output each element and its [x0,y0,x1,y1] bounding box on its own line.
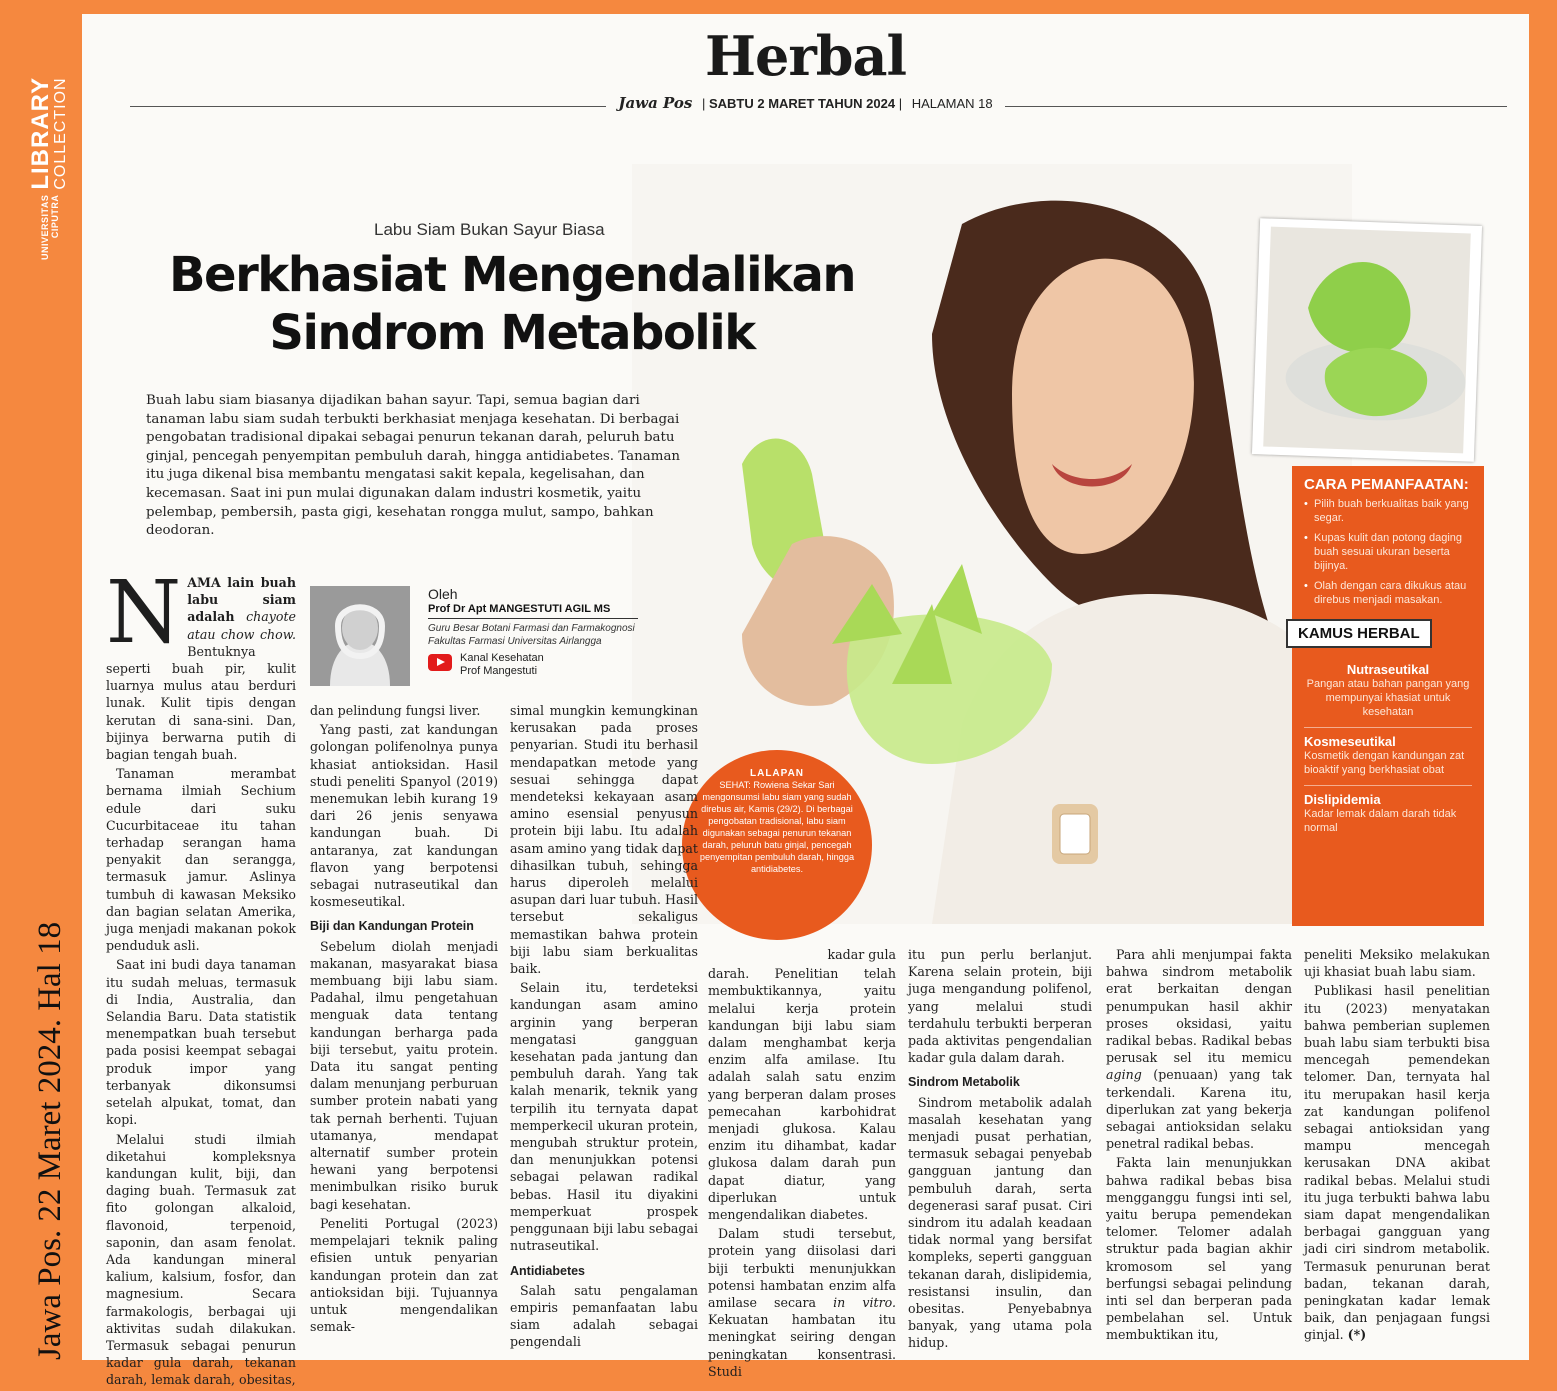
youtube-channel [460,652,544,678]
paragraph: simal mungkin kemungkinan kerusakan pada proses penyarian. Studi itu berhasil mendapatkan metode yang sesuai sehingga dapat mendeteksi kekayaan asam amino esensial penyusun protein biji labu. Itu adalah asam amino yang tidak dapat dihasilkan tubuh, sehingga harus diperoleh melalui asupan dari luar tubuh. Hasil tersebut sekaligus memastikan bahwa protein biji labu siam berkualitas baik. [510,703,698,977]
chayote-photo [1252,218,1482,462]
channel-name: Prof Mangestuti [460,665,538,677]
subheading: Sindrom Metabolik [908,1075,1020,1090]
paragraph: Tanaman merambat bernama ilmiah Sechium edule dari suku Cucurbitaceae itu tahan terhadap serangan hama penyakit dan serangga, termasuk jamur. Aslinya tumbuh di kawasan Meksiko dan bagian selatan Amerika, juga menjadi makanan pokok penduduk asli. [106,766,296,954]
univ-line-2: CIPUTRA [50,194,60,239]
newspaper-page [82,14,1529,1388]
para-text: Bentuknya seperti buah pir, kulit luarnya mulus atau berduri lunak. Kulit tipis dengan kerutan di sana-sini. Dan, bijinya berwarna putih di bagian tengah buah. [106,643,296,763]
author-block [310,586,640,696]
usage-list [1304,497,1472,607]
body-column-4 [708,946,896,1382]
body-column-7 [1304,946,1490,1346]
para-italic: chayote atau chow chow. [187,609,296,642]
paragraph: Melalui studi ilmiah diketahui kompleksnya kandungan kulit, biji, dan daging buah. Termasuk zat fito golongan alkaloid, flavonoid, terpenoid, saponin, dan asam fenolat. Ada kandungan mineral kalium, kalsium, fosfor, dan magnesium. Secara farmakologis, berbagai uji aktivitas sudah dilakukan. Termasuk sebagai penurun kadar gula darah, tekanan darah, lemak darah, obesitas, [106,1131,296,1388]
glossary-definition: Pangan atau bahan pangan yang mempunyai khasiat untuk kesehatan [1304,677,1472,728]
library-label: LIBRARY [27,76,54,190]
univ-line-1: UNIVERSITAS [40,194,50,260]
paragraph: dan pelindung fungsi liver. [310,703,481,718]
para-text: (penuaan) yang tak terkendali. Karena itu, diperlukan zat yang bekerja sebagai antioksidan selaku penetral radikal bebas. [1106,1067,1292,1152]
caption-text: SEHAT: Rowiena Sekar Sari mengonsumsi labu siam yang sudah direbus air, Kamis (29/2). Di berbagai pengobatan tradisional, labu siam digunakan sebagai penurun tekanan darah, peluruh batu ginjal, pencegah penyempitan pembuluh darah, hingga antidiabetes. [699,780,855,874]
para-lead-text: AMA lain buah labu siam adalah [187,575,296,625]
paragraph [1106,946,1292,1152]
para-italic: aging [1106,1067,1142,1083]
body-column-3 [510,702,698,1353]
paragraph: Peneliti Portugal (2023) mempelajari teknik paling efisien untuk penyarian kandungan protein dan zat antioksidan biji. Tujuannya untuk mengendalikan semak- [310,1215,498,1335]
usage-item: • Kupas kulit dan potong daging buah sesuai ukuran beserta bijinya. [1304,531,1472,573]
paragraph: peneliti Meksiko melakukan uji khasiat buah labu siam. [1304,947,1490,980]
paragraph: Fakta lain menunjukkan bahwa radikal bebas bisa mengganggu fungsi inti sel, yaitu berupa pemendekan telomer. Telomer adalah struktur pada bagian akhir kromosom sel yang berfungsi sebagai pelindung inti sel dan berperan pada pembelahan sel. Untuk membuktikan itu, [1106,1155,1292,1343]
para-text: Dalam studi tersebut, protein yang diisolasi dari biji terbukti menunjukkan potensi hambatan enzim alfa amilase secara [708,1226,896,1311]
paragraph: Salah satu pengalaman empiris pemanfaatan labu siam adalah sebagai pengendali [510,1282,698,1350]
caption-title: LALAPAN [749,768,805,779]
glossary-term: Nutraseutikal [1346,662,1430,677]
page-number: HALAMAN 18 [906,96,999,111]
subheading: Biji dan Kandungan Protein [310,919,474,934]
paragraph: kadar gula [827,947,896,962]
paragraph: Selain itu, terdeteksi kandungan asam amino arginin yang berperan mengatasi gangguan kesehatan pada jantung dan pembuluh darah. Yang tak kalah menarik, teknik yang terpilih itu ternyata dapat memperkecil ukuran protein, mengubah struktur protein, dan menunjukkan potensi sebagai pelawan radikal bebas. Hasil itu diyakini memperkuat prospek penggunaan biji labu sebagai nutraseutikal. [510,980,698,1254]
subheading: Antidiabetes [510,1263,586,1278]
paragraph [708,1225,896,1380]
collection-label: COLLECTION [52,77,69,190]
para-text: Para ahli menjumpai fakta bahwa sindrom metabolik erat berkaitan dengan penumpukan hasil akhir proses oksidasi, yaitu radikal bebas. Radikal bebas perusak sel itu memicu [1106,947,1292,1066]
paragraph: Saat ini budi daya tanaman itu sudah meluas, termasuk di India, Australia, dan Selandia Baru. Data statistik menempatkan buah tersebut pada posisi keempat sebagai produk impor yang terbanyak dikonsumsi setelah alpukat, tomat, dan kopi. [106,957,296,1128]
body-column-6 [1106,946,1292,1346]
paragraph: Yang pasti, zat kandungan golongan polifenolnya punya khasiat antioksidan. Hasil studi peneliti Spanyol (2019) menemukan lebih kurang 19 dari 26 jenis senyawa kandungan buah. Di antaranya, zat kandungan flavon yang berpotensi sebagai nutraseutikal dan kosmeseutikal. [310,722,498,910]
author-avatar [310,586,410,686]
end-mark: (*) [1347,1327,1367,1343]
drop-cap: N [106,563,182,663]
article-headline [122,246,902,362]
para-text: Kekuatan hambatan itu meningkat seiring dengan peningkatan konsentrasi. Studi [708,1312,896,1379]
usage-title: CARA PEMANFAATAN: [1304,476,1469,493]
info-box [1292,466,1484,926]
youtube-icon [428,654,452,671]
masthead-line: Jawa Pos | SABTU 2 MARET TAHUN 2024 | HALAMAN 18 [82,94,1529,113]
usage-item: • Pilih buah berkualitas baik yang segar. [1304,497,1472,525]
source-citation: Jawa Pos. 22 Maret 2024. Hal 18 [32,921,68,1360]
body-column-5 [908,946,1092,1354]
rubric-title: Herbal [704,24,907,88]
body-column-2 [310,702,498,1337]
photo-caption [682,750,872,940]
paragraph: darah. Penelitian telah membuktikannya, yaitu melalui kerja protein kandungan biji labu siam dalam menghambat kerja enzim alfa amilase. Itu adalah salah satu enzim yang berperan dalam proses pemecahan karbohidrat menjadi glukosa. Kalau enzim itu dihambat, kadar glukosa dalam darah pun dapat diatur, yang diperlukan untuk mengendalikan diabetes. [708,966,896,1223]
paragraph: itu pun perlu berlanjut. Karena selain protein, biji juga mengandung polifenol, yang melalui studi terdahulu terbukti berperan pada aktivitas pengendalian kadar gula dalam darah. [908,947,1092,1066]
glossary-definition: Kadar lemak dalam darah tidak normal [1304,808,1457,834]
author-name: Prof Dr Apt MANGESTUTI AGIL MS [428,603,611,615]
archive-sidebar [0,0,82,1377]
paragraph [106,563,296,763]
paragraph [1304,982,1490,1343]
glossary-term: Dislipidemia [1304,792,1381,807]
usage-item: • Olah dengan cara dikukus atau direbus menjadi masakan. [1304,579,1472,607]
para-text: Publikasi hasil penelitian itu (2023) menyatakan bahwa pemberian suplemen buah labu siam terbukti bisa mencegah pemendekan telomer. Dan, ternyata hal itu merupakan hasil kerja zat kandungan polifenol sebagai antioksidan yang mampu mencegah kerusakan DNA akibat radikal bebas. Melalui studi itu juga terbukti bahwa labu siam dapat mengendalikan berbagai gangguan yang jadi ciri sindrom metabolik. Termasuk penurunan berat badan, tekanan darah, peningkatan kadar lemak baik, dan penjagaan fungsi ginjal. [1304,983,1490,1343]
author-divider [428,618,638,619]
para-italic: in vitro. [833,1295,896,1311]
paragraph: Sindrom metabolik adalah masalah kesehatan yang menjadi pusat perhatian, termasuk sebagai penyebab gangguan jantung dan pembuluh darah, serta degenerasi saraf pusat. Ciri sindrom itu adalah keadaan tidak normal yang bersifat kompleks, seperti gangguan tekanan darah, dislipidemia, resistansi insulin, dan obesitas. Penyebabnya banyak, yang utama pola hidup. [908,1094,1092,1351]
issue-date: SABTU 2 MARET TAHUN 2024 [708,96,896,111]
headline-line-2: Sindrom Metabolik [269,305,755,361]
author-by: Oleh [428,586,458,602]
glossary-title: KAMUS HERBAL [1286,619,1432,648]
article-kicker: Labu Siam Bukan Sayur Biasa [374,220,605,239]
article-lead: Buah labu siam biasanya dijadikan bahan sayur. Tapi, semua bagian dari tanaman labu siam sudah terbukti berkhasiat menjaga kesehatan. Di berbagai pengobatan tradisional dipakai sebagai penurun tekanan darah, peluruh batu ginjal, pencegah penyempitan pembuluh darah, hingga antidiabetes. Tanaman itu juga dikenal bisa membantu mengatasi sakit kepala, kegelisahan, dan kecemasan. Saat ini pun mulai digunakan dalam industri kosmetik, yaitu pelembap, pembersih, pasta gigi, kesehatan rongga mulut, sampo, bahkan deodoran. [146,393,681,539]
channel-label: Kanal Kesehatan [460,652,544,664]
brand-name: Jawa Pos [612,94,698,112]
body-column-1 [106,563,296,1391]
author-role: Guru Besar Botani Farmasi dan Farmakognosi Fakultas Farmasi Universitas Airlangga [428,623,635,647]
library-logo [27,30,80,260]
headline-line-1: Berkhasiat Mengendalikan [168,247,856,303]
glossary-definition: Kosmetik dengan kandungan zat bioaktif yang berkhasiat obat [1304,749,1472,786]
glossary-term: Kosmeseutikal [1304,734,1396,749]
paragraph: Sebelum diolah menjadi makanan, masyarakat biasa membuang biji labu siam. Padahal, ilmu pengetahuan menguak data tentang kandungan berharga pada biji tersebut, yaitu protein. Data itu sangat penting dalam menunjang perburuan sumber protein nabati yang tak pernah berhenti. Tujuan utamanya, mendapat alternatif sumber protein hewani yang berpotensi menimbulkan risiko buruk bagi kesehatan. [310,938,498,1212]
